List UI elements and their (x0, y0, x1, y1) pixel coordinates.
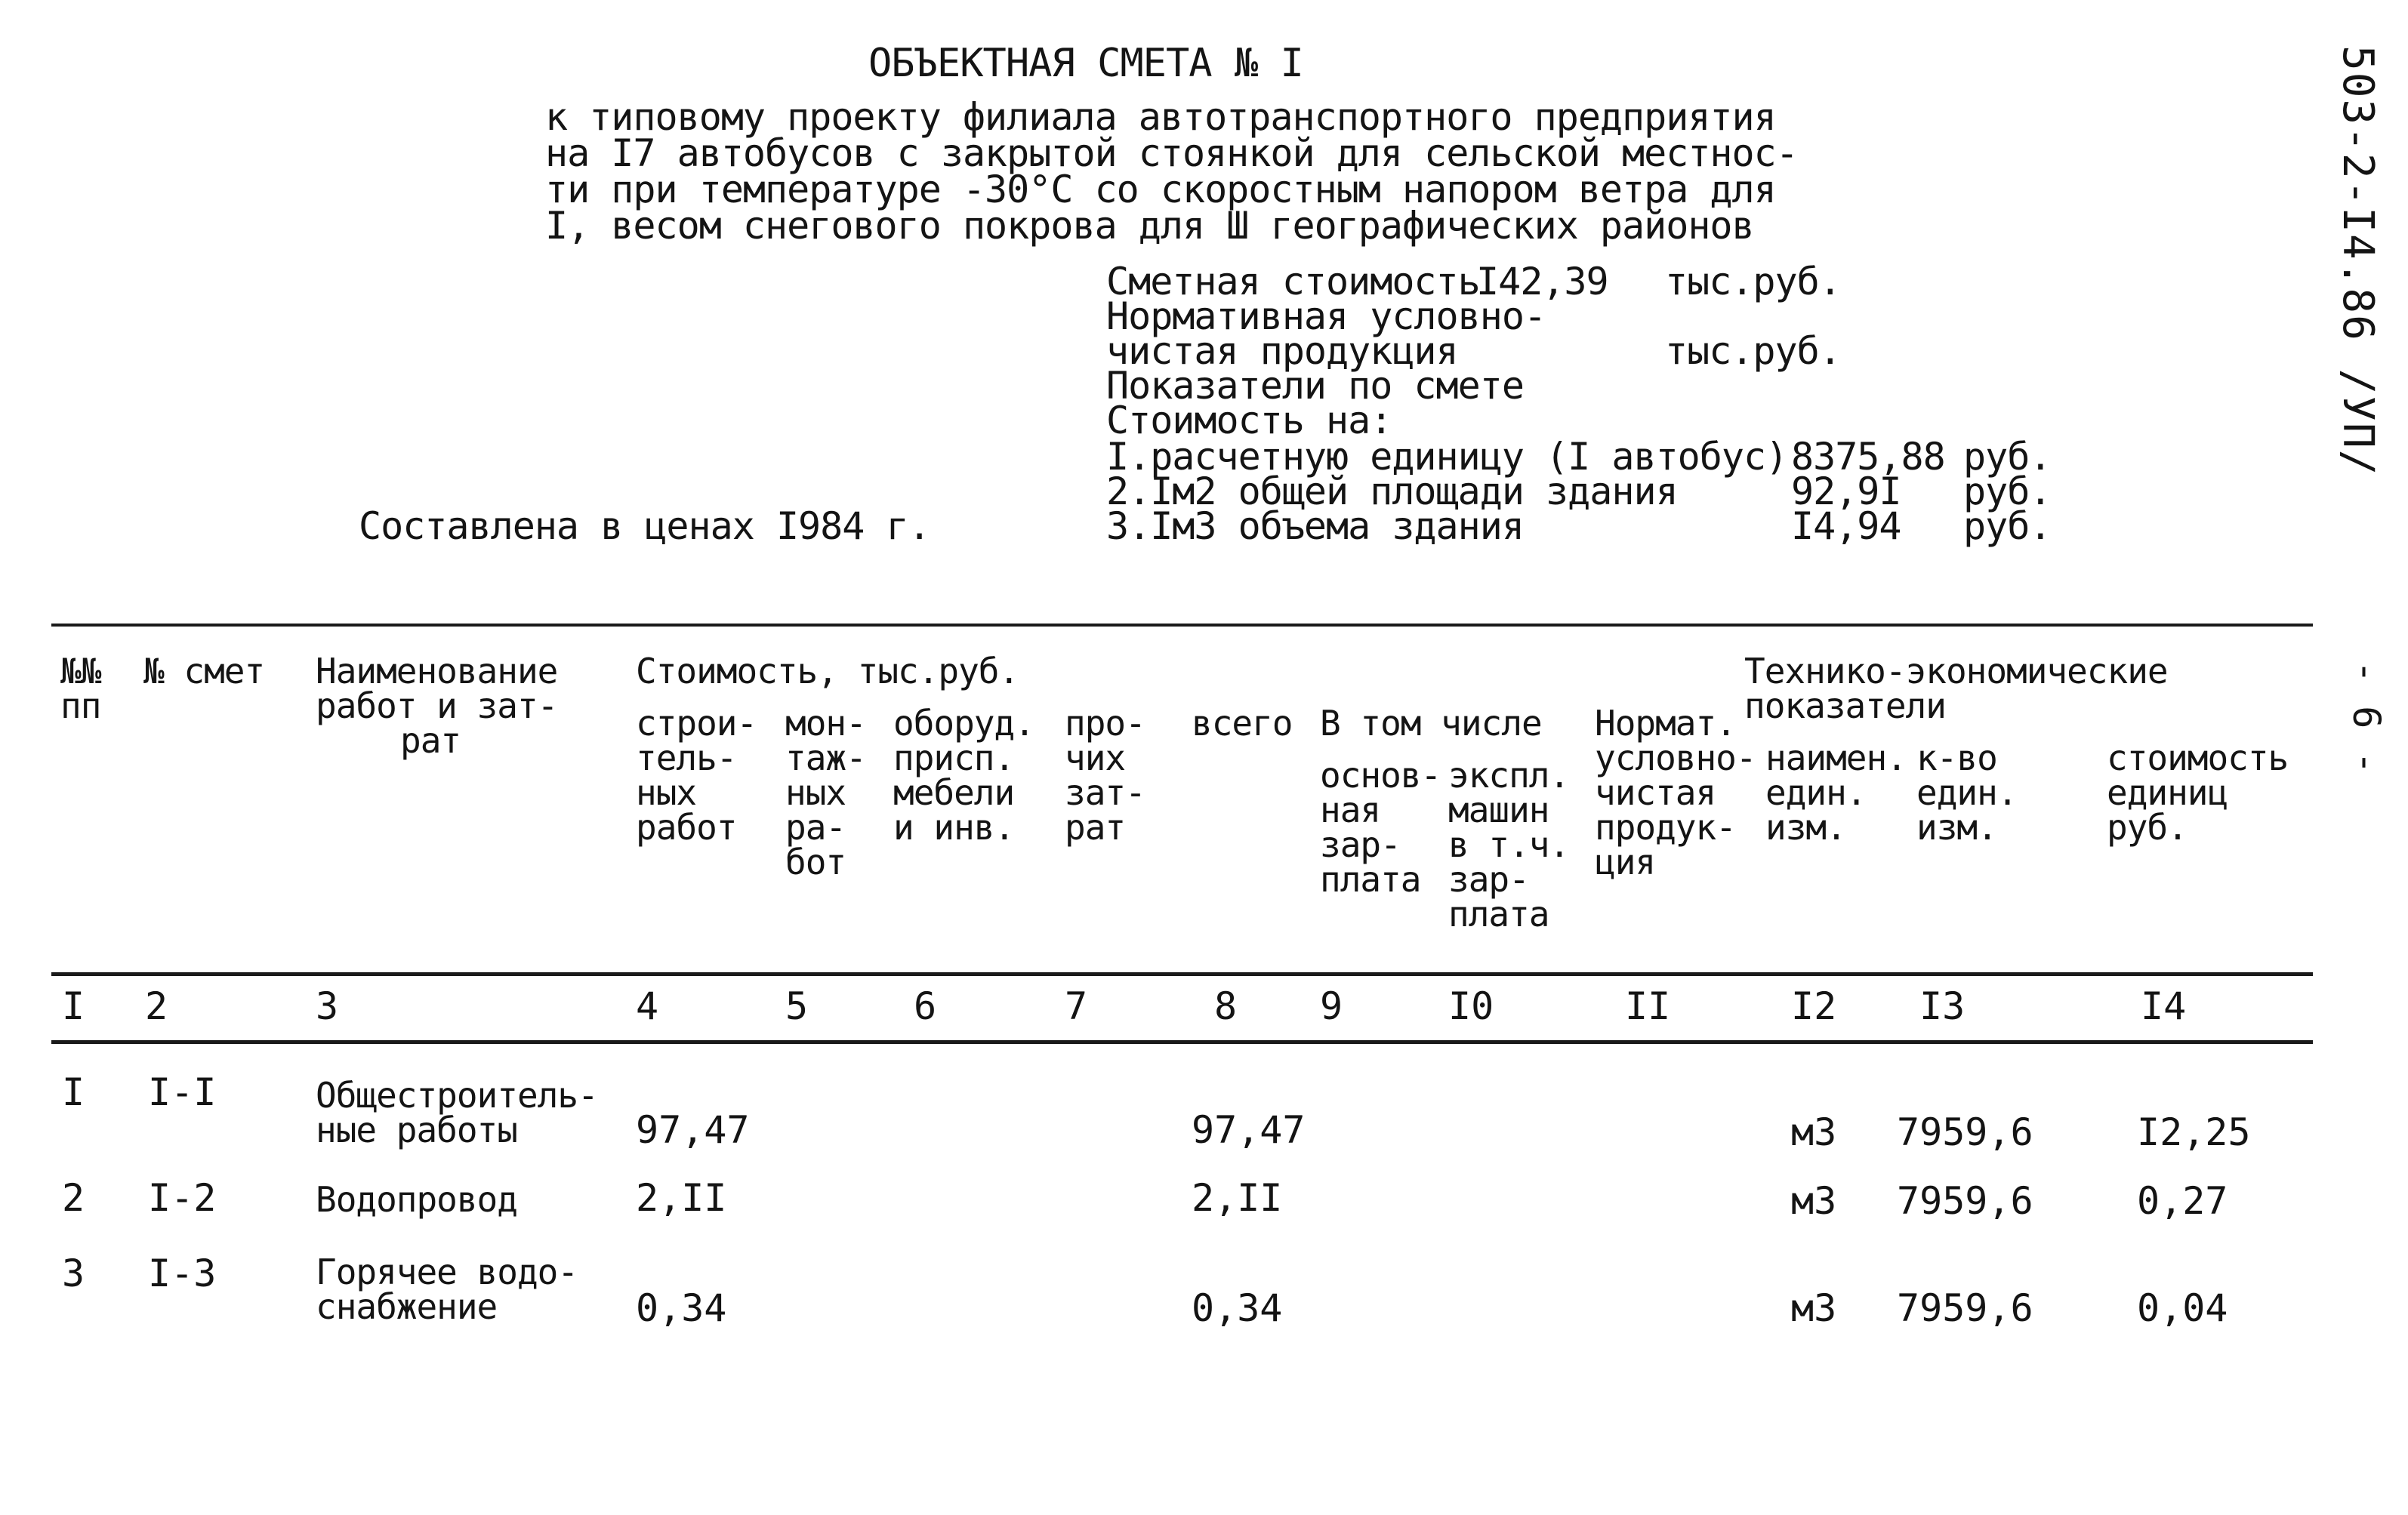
base-salary-header-4: плата (1320, 859, 1421, 900)
column-number: 7 (1065, 984, 1088, 1028)
base-salary-header-2: ная (1320, 790, 1381, 830)
normative-header-2: условно- (1595, 737, 1756, 778)
header-bottom-rule (51, 972, 2313, 976)
equipment-header-1: оборуд. (893, 703, 1034, 744)
normative-header-3: чистая (1595, 772, 1716, 813)
installation-header-2: таж- (785, 737, 866, 778)
unit-cost-header-2: единиц (2107, 772, 2228, 813)
row-unit-cost: 0,27 (2137, 1179, 2228, 1223)
row-unit: м3 (1791, 1110, 1837, 1154)
column-number: I2 (1791, 984, 1837, 1028)
prices-note: Составлена в ценах I984 г. (359, 504, 930, 548)
column-number: 3 (316, 984, 339, 1028)
indicator-label-2: 2.Iм2 общей площади здания (1106, 470, 1678, 513)
other-header-2: чих (1065, 737, 1126, 778)
unit-name-header-1: наимен. (1765, 737, 1907, 778)
row-name-line-1: Общестроитель- (316, 1075, 598, 1116)
column-number: 2 (145, 984, 168, 1028)
equipment-header-4: и инв. (893, 807, 1015, 848)
row-qty: 7959,6 (1897, 1286, 2033, 1330)
col-name-header-3: рат (400, 720, 461, 761)
estimated-cost-value: I42,39 (1476, 260, 1608, 303)
row-name-line-2: ные работы (316, 1110, 517, 1150)
indicator-value-1: 8375,88 (1791, 435, 1945, 479)
indicator-label-1: I.расчетную единицу (I автобус) (1106, 435, 1788, 479)
construction-header-3: ных (636, 772, 697, 813)
column-number: I4 (2141, 984, 2187, 1028)
construction-header-4: работ (636, 807, 737, 848)
normative-header-5: ция (1595, 842, 1656, 882)
unit-name-header-3: изм. (1765, 807, 1846, 848)
including-header: В том числе (1320, 703, 1542, 744)
construction-header-2: тель- (636, 737, 737, 778)
unit-qty-header-3: изм. (1916, 807, 1997, 848)
tech-group-header-1: Технико-экономические (1744, 651, 2168, 691)
row-qty: 7959,6 (1897, 1179, 2033, 1223)
column-number: I3 (1919, 984, 1966, 1028)
row-estimate: I-2 (148, 1176, 217, 1220)
normative-unit: тыс.руб. (1665, 329, 1841, 373)
row-num: 3 (62, 1252, 85, 1295)
col-name-header-1: Наименование (316, 651, 558, 691)
equipment-header-3: мебели (893, 772, 1015, 813)
row-unit-cost: I2,25 (2137, 1110, 2251, 1154)
row-construction-cost: 97,47 (636, 1108, 750, 1152)
estimated-cost-unit: тыс.руб. (1665, 260, 1841, 303)
row-construction-cost: 2,II (636, 1176, 727, 1220)
row-name-line-2: снабжение (316, 1286, 498, 1327)
row-total-cost: 0,34 (1192, 1286, 1283, 1330)
unit-cost-header-1: стоимость (2107, 737, 2289, 778)
machines-header-3: в т.ч. (1448, 824, 1570, 865)
tech-group-header-2: показатели (1744, 685, 1946, 726)
page-number: - 6 - (2345, 661, 2388, 774)
unit-qty-header-1: к-во (1916, 737, 1997, 778)
row-total-cost: 97,47 (1192, 1108, 1306, 1152)
row-estimate: I-3 (148, 1252, 217, 1295)
estimated-cost-label: Сметная стоимость (1106, 260, 1480, 303)
machines-header-2: машин (1448, 790, 1549, 830)
machines-header-1: экспл. (1448, 755, 1570, 796)
col-estimate-header: № смет (143, 651, 265, 691)
row-unit: м3 (1791, 1286, 1837, 1330)
indicator-label-3: 3.Iм3 объема здания (1106, 504, 1524, 548)
row-name-line-1: Горячее водо- (316, 1252, 578, 1292)
normative-label-1: Нормативная условно- (1106, 294, 1546, 338)
column-number: 9 (1320, 984, 1343, 1028)
installation-header-1: мон- (785, 703, 866, 744)
installation-header-5: бот (785, 842, 846, 882)
document-code: 503-2-I4.86 /УП/ (2333, 45, 2382, 477)
row-unit-cost: 0,04 (2137, 1286, 2228, 1330)
equipment-header-2: присп. (893, 737, 1015, 778)
subtitle-line-3: ти при температуре -30°C со скоростным напором ветра для (545, 168, 1776, 211)
col-num-header-2: пп (60, 685, 101, 726)
row-qty: 7959,6 (1897, 1110, 2033, 1154)
normative-label-2: чистая продукция (1106, 329, 1458, 373)
column-number: 5 (785, 984, 809, 1028)
document-title: ОБЪЕКТНАЯ СМЕТА № I (868, 41, 1303, 86)
indicator-value-3: I4,94 (1791, 504, 1901, 548)
column-number: II (1625, 984, 1671, 1028)
row-construction-cost: 0,34 (636, 1286, 727, 1330)
subtitle-line-1: к типовому проекту филиала автотранспортного предприятия (545, 95, 1776, 139)
indicator-value-2: 92,9I (1791, 470, 1901, 513)
column-number: 4 (636, 984, 659, 1028)
unit-cost-header-3: руб. (2107, 807, 2188, 848)
column-number: I0 (1448, 984, 1494, 1028)
column-number: 6 (914, 984, 937, 1028)
col-name-header-2: работ и зат- (316, 685, 558, 726)
base-salary-header-3: зар- (1320, 824, 1401, 865)
installation-header-3: ных (785, 772, 846, 813)
table-top-rule (51, 624, 2313, 627)
column-number: 8 (1214, 984, 1238, 1028)
row-num: 2 (62, 1176, 85, 1220)
subtitle-line-4: I, весом снегового покрова для Ш географических районов (545, 204, 1754, 248)
cost-group-header: Стоимость, тыс.руб. (636, 651, 1019, 691)
normative-header-1: Нормат. (1595, 703, 1736, 744)
installation-header-4: ра- (785, 807, 846, 848)
normative-header-4: продук- (1595, 807, 1736, 848)
other-header-1: про- (1065, 703, 1145, 744)
total-header: всего (1192, 703, 1293, 744)
machines-header-4: зар- (1448, 859, 1529, 900)
unit-name-header-2: един. (1765, 772, 1867, 813)
other-header-3: зат- (1065, 772, 1145, 813)
row-total-cost: 2,II (1192, 1176, 1283, 1220)
indicator-unit-1: руб. (1963, 435, 2052, 479)
machines-header-5: плата (1448, 894, 1549, 935)
row-name-line-1: Водопровод (316, 1179, 517, 1220)
row-num: I (62, 1070, 85, 1114)
indicator-unit-3: руб. (1963, 504, 2052, 548)
column-number: I (62, 984, 85, 1028)
row-unit: м3 (1791, 1179, 1837, 1223)
col-num-header-1: №№ (60, 651, 101, 691)
cost-for-label: Стоимость на: (1106, 399, 1392, 442)
subtitle-line-2: на I7 автобусов с закрытой стоянкой для сельской местнос- (545, 131, 1798, 175)
unit-qty-header-2: един. (1916, 772, 2018, 813)
column-numbers-rule (51, 1040, 2313, 1044)
row-estimate: I-I (148, 1070, 217, 1114)
base-salary-header-1: основ- (1320, 755, 1441, 796)
indicators-label: Показатели по смете (1106, 364, 1524, 408)
indicator-unit-2: руб. (1963, 470, 2052, 513)
construction-header-1: строи- (636, 703, 757, 744)
other-header-4: рат (1065, 807, 1126, 848)
